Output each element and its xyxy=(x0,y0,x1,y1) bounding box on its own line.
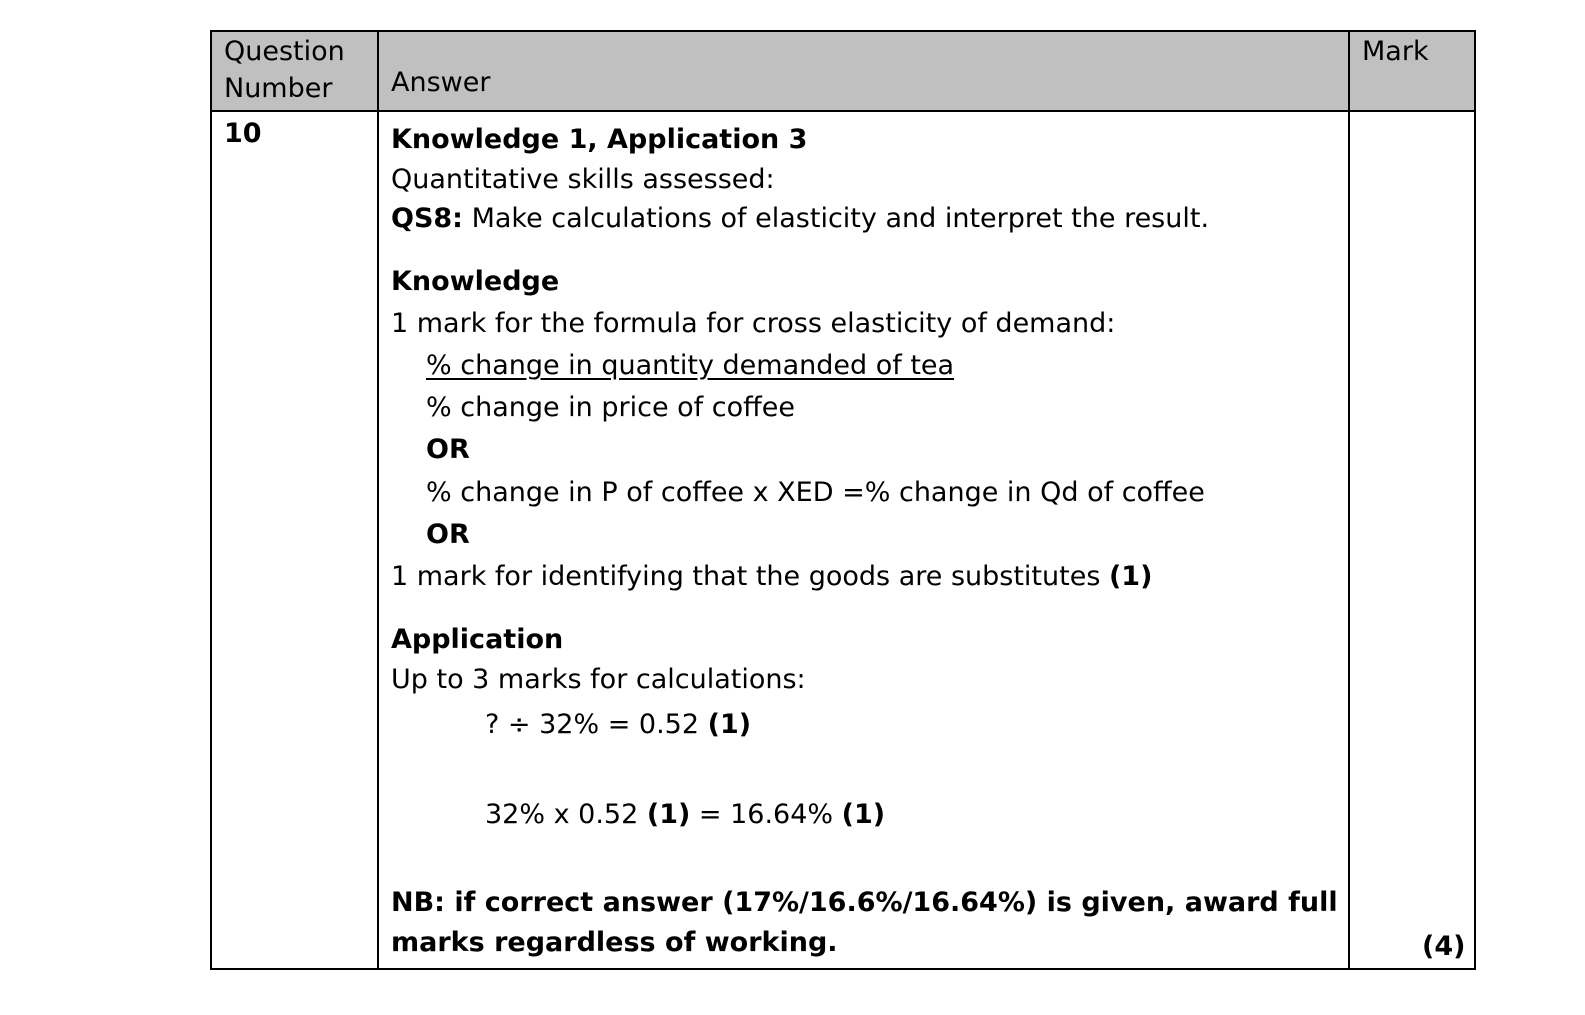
nb-note-line1: NB: if correct answer (17%/16.6%/16.64%) is given, award full xyxy=(391,887,1338,918)
knowledge-line: 1 mark for the formula for cross elasticity of demand: xyxy=(391,308,1116,339)
substitutes-line xyxy=(391,561,1152,592)
question-number: 10 xyxy=(224,118,262,149)
substitutes-text: 1 mark for identifying that the goods are substitutes xyxy=(391,561,1109,592)
mark-scheme-table xyxy=(210,30,1476,970)
alt-formula: % change in P of coffee x XED =% change in Qd of coffee xyxy=(426,477,1205,508)
column-divider xyxy=(1348,32,1350,968)
formula-denominator: % change in price of coffee xyxy=(426,392,795,423)
header-answer: Answer xyxy=(391,67,491,98)
calculation-2-result: = 16.64% xyxy=(690,799,842,830)
calculation-1-text: ? ÷ 32% = 0.52 xyxy=(485,709,708,740)
knowledge-heading: Knowledge xyxy=(391,266,560,297)
application-heading: Application xyxy=(391,624,564,655)
or-label: OR xyxy=(426,519,470,550)
calculation-2 xyxy=(485,799,885,830)
qs-code: QS8: xyxy=(391,203,463,234)
mark-indicator: (1) xyxy=(646,799,691,830)
mark-indicator: (1) xyxy=(707,709,752,740)
mark-indicator: (1) xyxy=(1108,561,1153,592)
calculation-1 xyxy=(485,709,751,740)
qs-intro: Quantitative skills assessed: xyxy=(391,164,775,195)
application-line: Up to 3 marks for calculations: xyxy=(391,664,806,695)
qs-line xyxy=(391,203,1209,234)
nb-note-line2: marks regardless of working. xyxy=(391,927,838,958)
or-label: OR xyxy=(426,434,470,465)
total-mark: (4) xyxy=(1422,931,1466,962)
header-mark: Mark xyxy=(1362,36,1429,67)
column-divider xyxy=(377,32,379,968)
mark-indicator: (1) xyxy=(841,799,886,830)
calculation-2-text: 32% x 0.52 xyxy=(485,799,647,830)
formula-numerator: % change in quantity demanded of tea xyxy=(426,350,955,381)
header-question-number: Question Number xyxy=(224,36,345,105)
marks-allocation-title: Knowledge 1, Application 3 xyxy=(391,124,808,155)
qs-text: Make calculations of elasticity and interpret the result. xyxy=(462,203,1210,234)
